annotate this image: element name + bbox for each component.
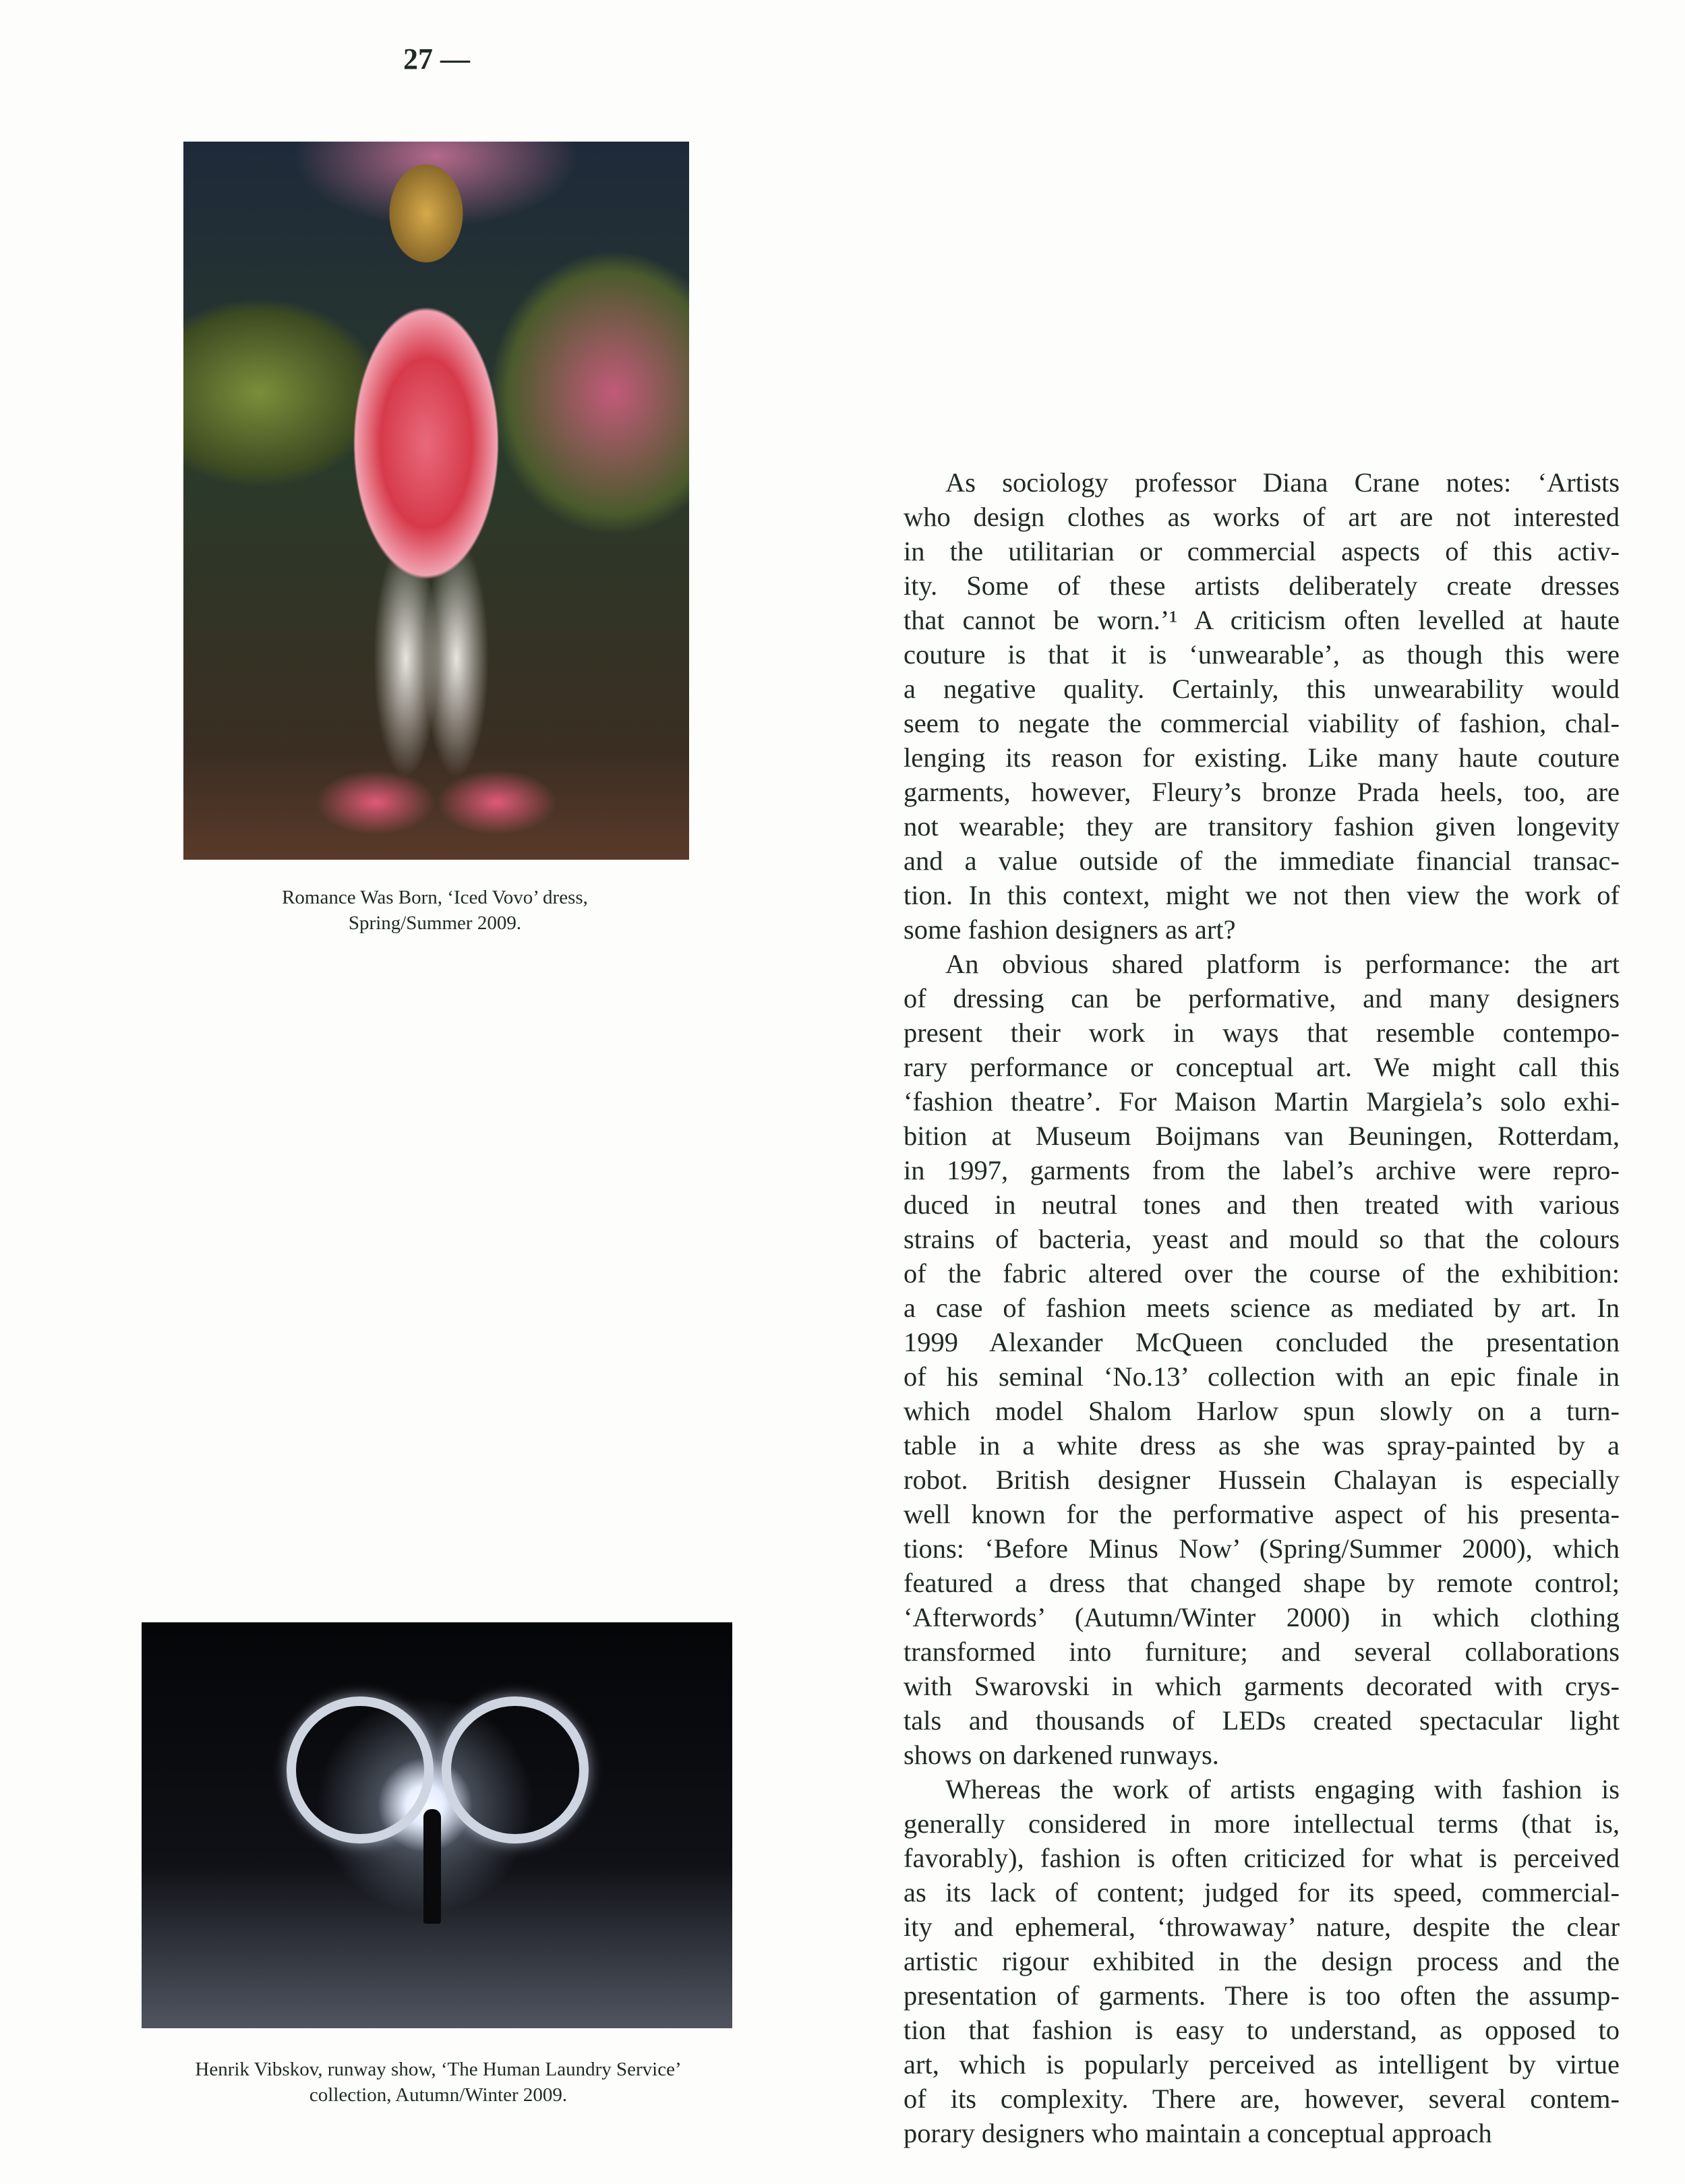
paragraph-3-line: as its lack of content; judged for its speed, commercial- [904,1877,1620,1908]
paragraph-2-line: transformed into furniture; and several collaborations [904,1636,1620,1667]
paragraph-1-line: seem to negate the commercial viability of fashion, chal- [904,708,1620,738]
paragraph-3-line: artistic rigour exhibited in the design process and the [904,1946,1620,1976]
paragraph-2-line: ‘fashion theatre’. For Maison Martin Margiela’s solo exhi- [904,1086,1620,1117]
paragraph-1-line: in the utilitarian or commercial aspects of this activ- [904,536,1620,566]
paragraph-1-line: couture is that it is ‘unwearable’, as though this were [904,639,1620,670]
paragraph-2-line: in 1997, garments from the label’s archive were repro- [904,1155,1620,1185]
paragraph-2-line: featured a dress that changed shape by remote control; [904,1568,1620,1598]
paragraph-3-line: ity and ephemeral, ‘throwaway’ nature, despite the clear [904,1912,1620,1942]
paragraph-3-line: presentation of garments. There is too often the assump- [904,1980,1620,2011]
paragraph-1-line: that cannot be worn.’¹ A criticism often levelled at haute [904,605,1620,635]
photo-runway-show [142,1622,732,2028]
paragraph-2-line: of dressing can be performative, and many designers [904,983,1620,1013]
body-text-column [904,465,1620,2150]
paragraph-2-line: a case of fashion meets science as mediated by art. In [904,1293,1620,1323]
paragraph-3-line: porary designers who maintain a conceptual approach [904,2118,1492,2148]
paragraph-2-line: present their work in ways that resemble contempo- [904,1017,1620,1048]
paragraph-1-line: garments, however, Fleury’s bronze Prada heels, too, are [904,777,1620,807]
paragraph-3-line: Whereas the work of artists engaging with fashion is [945,1774,1620,1804]
paragraph-2-line: 1999 Alexander McQueen concluded the presentation [904,1327,1620,1357]
paragraph-1-line: not wearable; they are transitory fashion given longevity [904,811,1620,842]
paragraph-1-line: and a value outside of the immediate financial transac- [904,846,1620,876]
paragraph-2-line: rary performance or conceptual art. We might call this [904,1052,1620,1082]
paragraph-3-line: of its complexity. There are, however, several contem- [904,2084,1620,2114]
paragraph-2-line: ‘Afterwords’ (Autumn/Winter 2000) in which clothing [904,1602,1620,1632]
paragraph-1-line: As sociology professor Diana Crane notes: ‘Artists [945,467,1620,498]
caption-line: Spring/Summer 2009. [348,912,522,934]
paragraph-2-line: shows on darkened runways. [904,1740,1219,1770]
page-number: 27 — [403,42,470,76]
caption-line: collection, Autumn/Winter 2009. [309,2084,568,2106]
caption-line: Romance Was Born, ‘Iced Vovo’ dress, [282,887,588,908]
paragraph-3-line: art, which is popularly perceived as intelligent by virtue [904,2049,1620,2079]
caption-line: Henrik Vibskov, runway show, ‘The Human Laundry Service’ [195,2059,682,2080]
paragraph-1-line: lenging its reason for existing. Like many haute couture [904,742,1620,773]
paragraph-2-line: with Swarovski in which garments decorated with crys- [904,1671,1620,1701]
paragraph-1-line: who design clothes as works of art are not interested [904,502,1620,532]
paragraph-2-line: of the fabric altered over the course of the exhibition: [904,1258,1620,1289]
stage-ring-left [287,1696,434,1843]
photo-iced-vovo-dress [183,142,689,860]
figure-caption-2 [115,2057,762,2108]
paragraph-1-line: a negative quality. Certainly, this unwearability would [904,674,1620,704]
paragraph-1-line: tion. In this context, might we not then view the work of [904,880,1620,910]
paragraph-3-line: favorably), fashion is often criticized for what is perceived [904,1843,1620,1873]
paragraph-2-line: tions: ‘Before Minus Now’ (Spring/Summer 2000), which [904,1533,1620,1564]
paragraph-3-line: generally considered in more intellectual terms (that is, [904,1808,1620,1839]
paragraph-2-line: tals and thousands of LEDs created spectacular light [904,1705,1620,1736]
paragraph-2-line: An obvious shared platform is performance: the art [945,949,1620,979]
paragraph-2-line: well known for the performative aspect of his presenta- [904,1499,1620,1529]
paragraph-2-line: strains of bacteria, yeast and mould so that the colours [904,1224,1620,1254]
figure-caption-1 [155,885,715,936]
paragraph-1-line: ity. Some of these artists deliberately create dresses [904,570,1620,601]
paragraph-2-line: which model Shalom Harlow spun slowly on a turn- [904,1396,1620,1426]
paragraph-2-line: robot. British designer Hussein Chalayan is especially [904,1465,1620,1495]
paragraph-3-line: tion that fashion is easy to understand, as opposed to [904,2015,1620,2045]
stage-ring-right [442,1696,589,1843]
paragraph-2-line: table in a white dress as she was spray-painted by a [904,1430,1620,1460]
paragraph-2-line: of his seminal ‘No.13’ collection with an epic finale in [904,1361,1620,1392]
model-silhouette [423,1809,441,1924]
paragraph-2-line: bition at Museum Boijmans van Beuningen, Rotterdam, [904,1121,1620,1151]
paragraph-2-line: duced in neutral tones and then treated with various [904,1189,1620,1220]
paragraph-1-line: some fashion designers as art? [904,914,1236,945]
